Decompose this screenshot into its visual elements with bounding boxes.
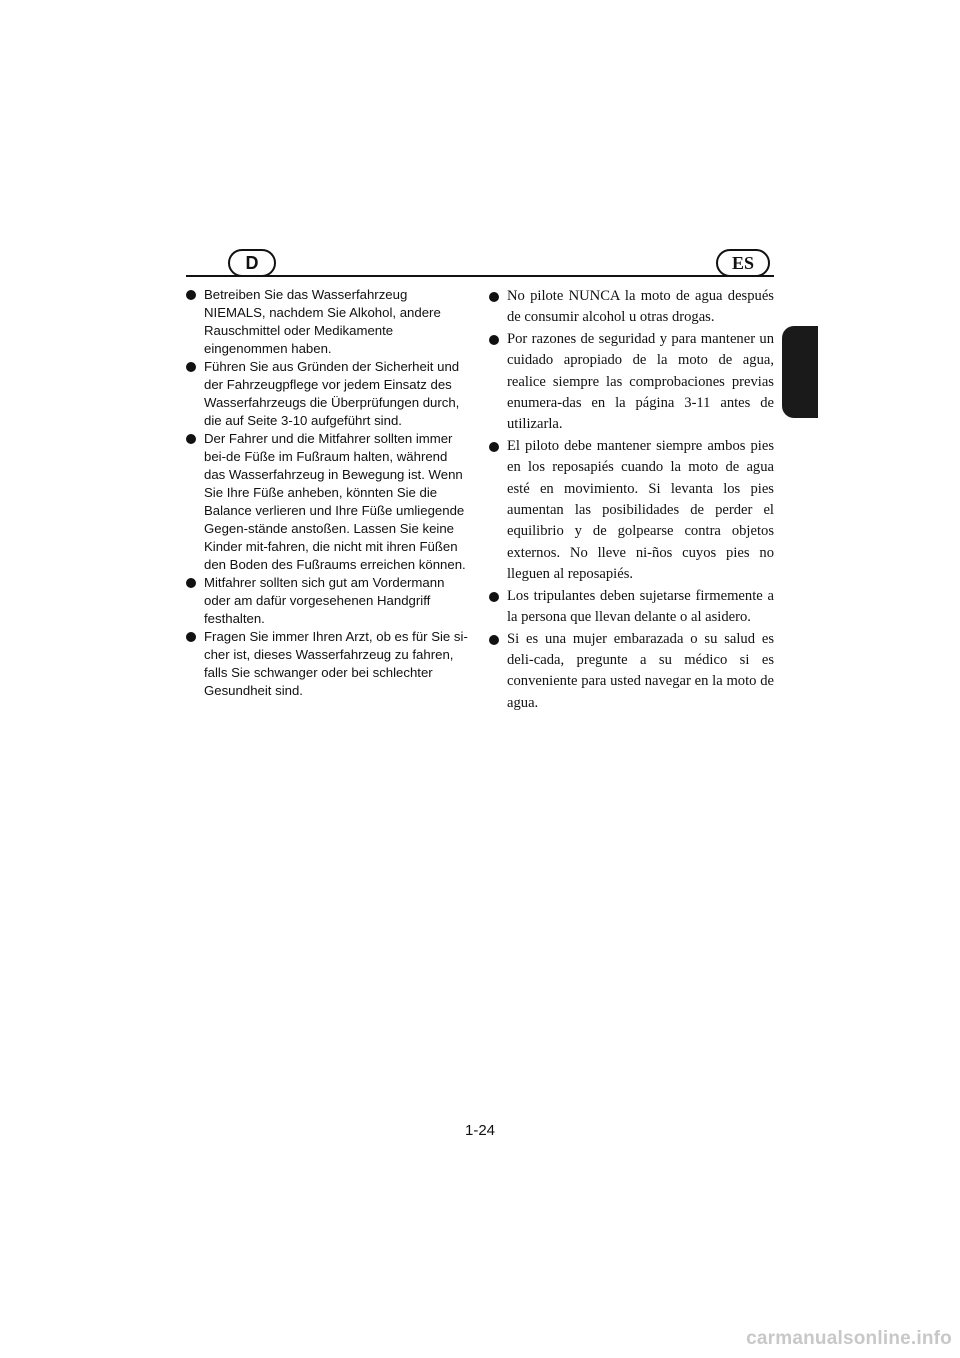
page-number: 1-24: [464, 1122, 496, 1139]
list-item-text: El piloto debe mantener siempre ambos pies en los reposapiés cuando la moto de agua esté en movimiento. Si levanta los pies aumentan las posibilidades de perder el equilibrio y de golpearse contra objetos externos. No lleve ni-ños cuyos pies no lleguen al reposapiés.: [507, 437, 774, 583]
list-item: [489, 286, 774, 329]
header-rule: [186, 275, 774, 277]
bullet-icon: [186, 632, 196, 642]
list-item: [186, 286, 470, 358]
bullet-icon: [186, 578, 196, 588]
section-thumb-tab: [782, 326, 818, 418]
list-item: [489, 586, 774, 629]
language-badge-spanish: ES: [716, 249, 770, 277]
list-item: [186, 358, 470, 430]
list-item: [489, 629, 774, 715]
list-item-text: Führen Sie aus Gründen der Sicherheit und der Fahrzeugpflege vor jedem Einsatz des Wasserfahrzeugs die Überprüfungen durch, die auf Seite 3-10 aufgeführt sind.: [204, 359, 460, 428]
list-item: [186, 430, 470, 574]
bullet-icon: [489, 635, 499, 645]
bullet-icon: [489, 292, 499, 302]
list-item-text: Mitfahrer sollten sich gut am Vordermann oder am dafür vorgesehenen Handgriff festhalten.: [204, 575, 445, 626]
watermark: carmanualsonline.info: [746, 1328, 952, 1349]
list-item-text: Der Fahrer und die Mitfahrer sollten immer bei-de Füße im Fußraum halten, während das Wasserfahrzeug in Bewegung ist. Wenn Sie Ihre Füße anheben, könnten Sie die Balance verlieren und Ihre Füße umliegende Gegen-stände anstoßen. Lassen Sie keine Kinder mit-fahren, die nicht mit ihren Füßen den Boden des Fußraums erreichen können.: [204, 431, 466, 572]
bullet-icon: [186, 434, 196, 444]
list-item: [186, 628, 470, 700]
german-column: [186, 286, 470, 700]
list-item-text: Por razones de seguridad y para mantener un cuidado apropiado de la moto de agua, realice siempre las comprobaciones previas enumera-das en la página 3-11 antes de utilizarla.: [507, 330, 774, 433]
list-item-text: Fragen Sie immer Ihren Arzt, ob es für Sie si-cher ist, dieses Wasserfahrzeug zu fahren, falls Sie schwanger oder bei schlechter Gesundheit sind.: [204, 629, 468, 698]
list-item: [186, 574, 470, 628]
list-item: [489, 436, 774, 586]
bullet-icon: [186, 290, 196, 300]
bullet-icon: [489, 335, 499, 345]
spanish-column: [489, 286, 774, 714]
list-item-text: No pilote NUNCA la moto de agua después de consumir alcohol u otras drogas.: [507, 288, 774, 326]
page-header: [186, 0, 774, 280]
list-item-text: Betreiben Sie das Wasserfahrzeug NIEMALS, nachdem Sie Alkohol, andere Rauschmittel oder Medikamente eingenommen haben.: [204, 287, 441, 356]
list-item-text: Si es una mujer embarazada o su salud es deli-cada, pregunte a su médico si es conveniente para usted navegar en la moto de agua.: [507, 630, 774, 711]
bullet-icon: [489, 442, 499, 452]
list-item: [489, 329, 774, 436]
bullet-icon: [489, 592, 499, 602]
language-badge-german: D: [228, 249, 276, 277]
list-item-text: Los tripulantes deben sujetarse firmemente a la persona que llevan delante o al asidero.: [507, 587, 774, 626]
bullet-icon: [186, 362, 196, 372]
